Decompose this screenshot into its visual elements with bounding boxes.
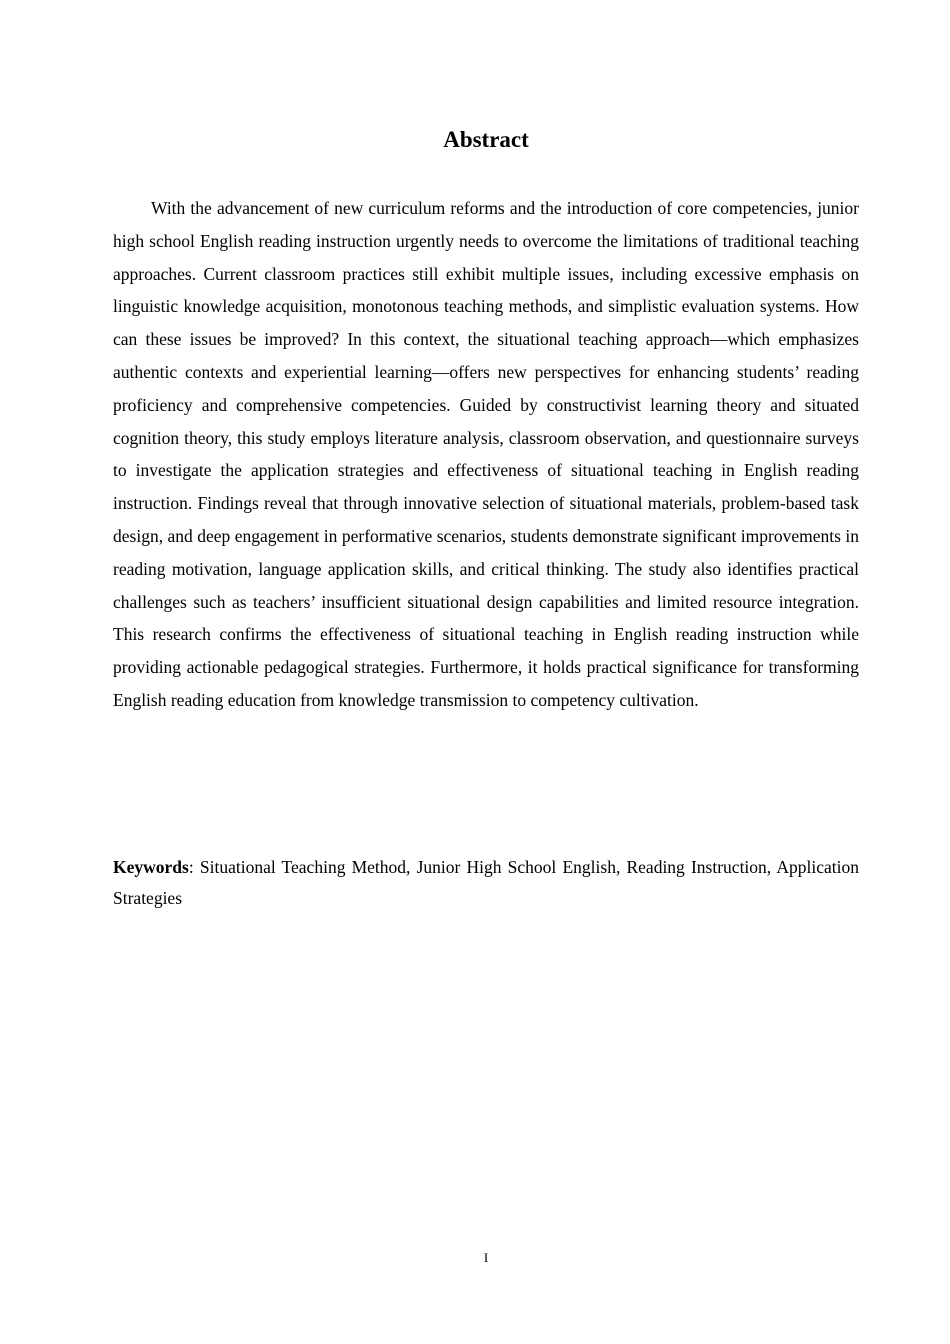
page-number: I	[483, 1250, 489, 1265]
keywords-label: Keywords	[113, 857, 189, 877]
keywords-text: Situational Teaching Method, Junior High School English, Reading Instruction, Application Strategies	[113, 857, 859, 908]
page-title: Abstract	[443, 127, 529, 152]
abstract-paragraph: With the advancement of new curriculum reforms and the introduction of core competencies, junior high school English reading instruction urgently needs to overcome the limitations of traditional teaching approaches. Current classroom practices still exhibit multiple issues, including excessive emphasis on linguistic knowledge acquisition, monotonous teaching methods, and simplistic evaluation systems. How can these issues be improved? In this context, the situational teaching approach—which emphasizes authentic contexts and experiential learning—offers new perspectives for enhancing students’ reading proficiency and comprehensive competencies. Guided by constructivist learning theory and situated cognition theory, this study employs literature analysis, classroom observation, and questionnaire surveys to investigate the application strategies and effectiveness of situational teaching in English reading instruction. Findings reveal that through innovative selection of situational materials, problem-based task design, and deep engagement in performative scenarios, students demonstrate significant improvements in reading motivation, language application skills, and critical thinking. The study also identifies practical challenges such as teachers’ insufficient situational design capabilities and limited resource integration. This research confirms the effectiveness of situational teaching in English reading instruction while providing actionable pedagogical strategies. Furthermore, it holds practical significance for transforming English reading education from knowledge transmission to competency cultivation.	[113, 198, 859, 710]
keywords-separator: :	[188, 857, 200, 877]
keywords-line	[113, 852, 859, 914]
